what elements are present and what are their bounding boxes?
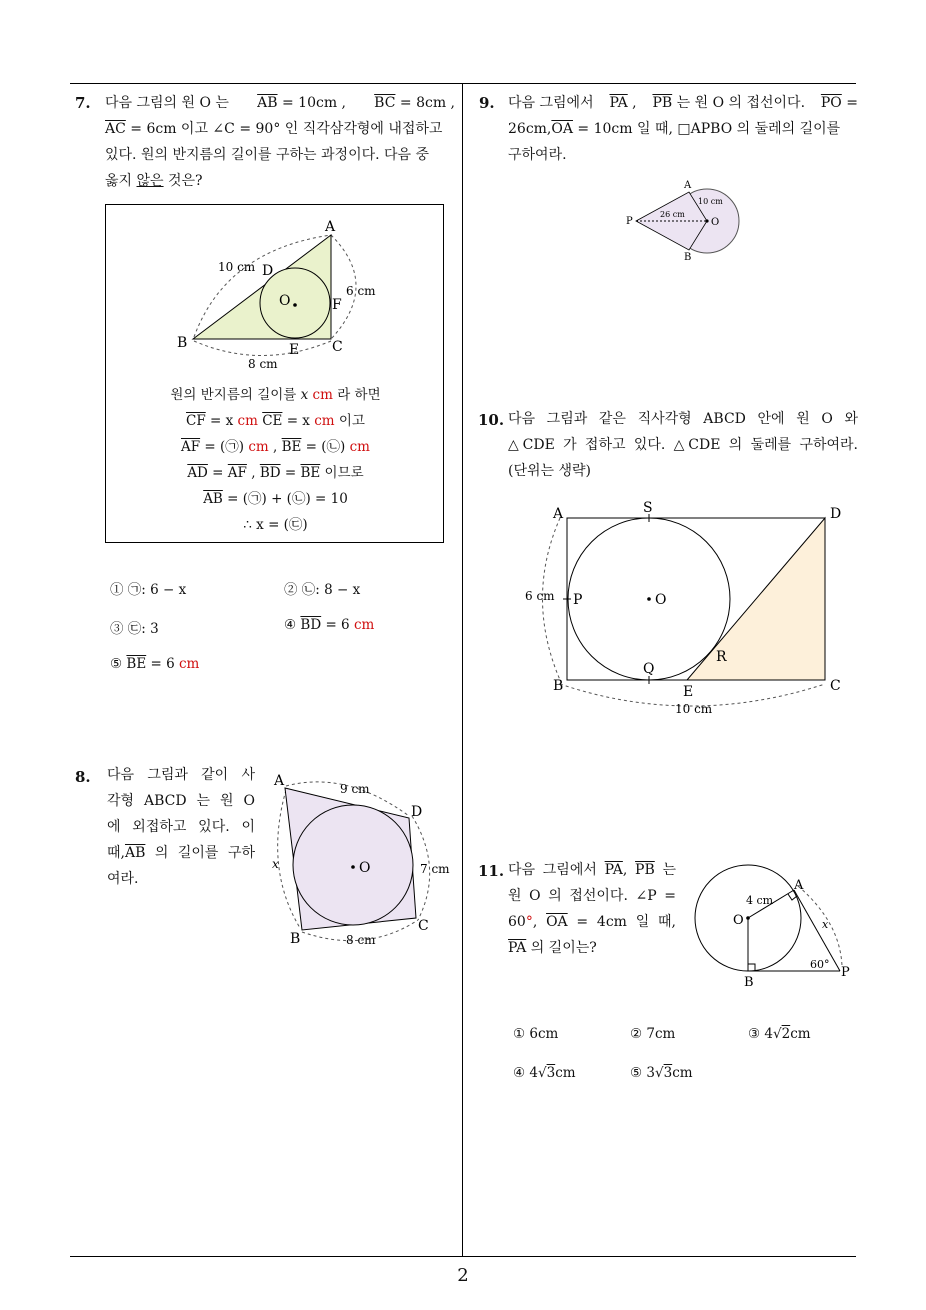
q8-label-x: x <box>272 857 279 871</box>
q11-angle-p: 60° <box>810 958 830 971</box>
q11-choice-3[interactable]: ③ 4√2cm <box>748 1026 811 1042</box>
q7-proof-line3: $\overline{AF}$ = (㉠) cm , $\overline{BE}$ = (㉡) cm <box>180 439 370 455</box>
q10-label-e: E <box>683 684 694 700</box>
q7-line2: $\overline{AC} = 6cm$ 이고 ∠C = 90° 인 직각삼각형에 내접하고 <box>105 121 443 137</box>
q9-line3: 구하여라. <box>508 147 567 163</box>
q11-figure <box>690 862 870 992</box>
q10-line1: 다음 그림과 같은 직사각형 ABCD 안에 원 O 와 <box>508 411 858 427</box>
q8-label-o: O <box>359 860 371 876</box>
q7-len-ab: 10 cm <box>218 260 256 274</box>
page-number: 2 <box>457 1265 469 1286</box>
q9-label-a: A <box>684 180 692 191</box>
q10-label-a: A <box>553 506 564 522</box>
q8-line3: 에 외접하고 있다. 이 <box>107 819 255 835</box>
q11-choice-2[interactable]: ② 7cm <box>630 1026 676 1042</box>
q9-label-p: P <box>626 216 633 227</box>
q11-choice-4[interactable]: ④ 4√3cm <box>513 1065 576 1081</box>
q7-label-c: C <box>332 339 343 355</box>
q11-len-oa: 4 cm <box>746 894 774 907</box>
q8-line1: 다음 그림과 같이 사 <box>107 767 255 783</box>
q7-label-e: E <box>289 342 300 358</box>
q11-label-p: P <box>841 965 850 980</box>
q10-label-r: R <box>716 649 727 665</box>
q10-number: 10. <box>478 411 505 429</box>
q10-line2: △CDE 가 접하고 있다. △CDE 의 둘레를 구하여라. <box>508 437 858 453</box>
q11-line4: $\overline{PA}$ 의 길이는? <box>508 940 597 956</box>
q7-center-dot <box>293 303 297 307</box>
q11-line3: 60°, $\overline{OA} = 4cm$ 일 때, <box>508 914 676 930</box>
q10-text <box>508 406 858 484</box>
bottom-rule <box>70 1256 856 1257</box>
q9-len-po: 26 cm <box>660 210 685 219</box>
column-divider <box>462 84 463 1256</box>
q8-len-ad: 9 cm <box>340 782 370 796</box>
q11-label-a: A <box>794 878 804 893</box>
q7-proof-line5: $\overline{AB}$ = (㉠) + (㉡) = 10 <box>203 491 348 507</box>
q8-text <box>107 762 255 892</box>
q10-label-d: D <box>830 506 842 522</box>
q9-center-dot <box>705 219 708 222</box>
q9-number: 9. <box>479 94 495 112</box>
q10-len-ab: 6 cm <box>525 589 555 603</box>
q7-figure-box <box>105 204 444 543</box>
q8-len-bc: 8 cm <box>346 933 376 947</box>
q7-proof-line2: $\overline{CF} = x$ cm $\overline{CE} = x$ cm 이고 <box>186 413 365 429</box>
q11-number: 11. <box>478 862 505 880</box>
q8-line2: 각형 ABCD 는 원 O <box>107 793 255 809</box>
q8-incircle <box>293 805 413 925</box>
q10-label-s: S <box>643 500 653 516</box>
q10-label-c: C <box>830 678 841 694</box>
q7-triangle-figure <box>106 205 445 385</box>
q7-len-bc: 8 cm <box>248 357 278 371</box>
q11-choice-5[interactable]: ⑤ 3√3cm <box>630 1065 693 1081</box>
q7-label-b: B <box>177 335 188 351</box>
q9-line2: $26cm,\overline{OA} = 10cm$ 일 때, □APBO 의 둘레의 길이를 <box>508 121 841 137</box>
q7-label-a: A <box>325 219 336 235</box>
q11-right-angle-b <box>748 964 755 971</box>
q7-label-d: D <box>262 263 274 279</box>
q11-label-b: B <box>744 975 754 990</box>
q11-label-x: x <box>822 918 829 931</box>
q7-label-f: F <box>332 297 342 313</box>
q10-len-bc: 10 cm <box>675 702 713 716</box>
q7-len-ac: 6 cm <box>346 284 376 298</box>
q7-proof-line6: ∴ x = (㉢) <box>243 517 308 533</box>
q11-line1: 다음 그림에서 $\overline{PA}$, $\overline{PB}$ 는 <box>508 862 677 878</box>
q9-len-oa: 10 cm <box>698 197 723 206</box>
q9-text <box>508 90 858 168</box>
q7-choice-2[interactable]: ② ㉡: 8 − x <box>284 582 361 598</box>
q11-center-dot <box>746 916 750 920</box>
q8-line5: 여라. <box>107 871 139 887</box>
q10-label-q: Q <box>643 661 655 677</box>
q9-label-b: B <box>684 252 692 263</box>
q8-line4: 때$,\overline{AB}$ 의 길이를 구하 <box>107 845 255 861</box>
q7-text <box>105 90 455 194</box>
q9-label-o: O <box>711 217 720 228</box>
q7-line4: 옳지 않은 것은? <box>105 173 203 189</box>
q7-choice-5[interactable]: ⑤ $\overline{BE} = 6$ cm <box>110 656 200 672</box>
q8-len-dc: 7 cm <box>420 862 450 876</box>
q8-label-c: C <box>418 918 429 934</box>
q8-label-b: B <box>290 931 301 947</box>
q7-choice-3[interactable]: ③ ㉢: 3 <box>110 621 159 637</box>
q7-line1: 다음 그림의 원 O 는 $\overline{AB} = 10cm$ , $\overline{BC} = 8cm$ , <box>105 95 455 111</box>
q7-proof-line1: 원의 반지름의 길이를 x cm 라 하면 <box>170 387 381 403</box>
q8-label-a: A <box>274 773 285 789</box>
q10-triangle-cde <box>687 518 825 680</box>
q9-figure <box>622 178 762 268</box>
q7-line3: 있다. 원의 반지름의 길이를 구하는 과정이다. 다음 중 <box>105 147 430 163</box>
q11-label-o: O <box>733 913 744 928</box>
q10-center-dot <box>647 597 651 601</box>
q7-label-o: O <box>279 293 291 309</box>
q7-dim-bc <box>194 341 331 356</box>
q7-choice-4[interactable]: ④ $\overline{BD} = 6$ cm <box>284 617 375 633</box>
q10-figure <box>520 498 860 718</box>
q10-label-b: B <box>553 678 564 694</box>
q11-text <box>508 857 676 961</box>
q8-label-d: D <box>411 804 423 820</box>
q8-center-dot <box>351 865 355 869</box>
q7-choice-1[interactable]: ① ㉠: 6 − x <box>110 582 187 598</box>
q10-label-o: O <box>655 592 667 608</box>
q8-quadrilateral-figure <box>266 768 456 948</box>
q11-dim-pa <box>798 886 842 966</box>
q7-proof-line4: $\overline{AD} = \overline{AF}$ , $\overline{BD} = \overline{BE}$ 이므로 <box>187 465 364 481</box>
top-rule <box>70 83 856 84</box>
q7-number: 7. <box>75 94 91 112</box>
q8-number: 8. <box>75 768 91 786</box>
q10-line3: (단위는 생략) <box>508 463 591 479</box>
q11-choice-1[interactable]: ① 6cm <box>513 1026 559 1042</box>
q10-label-p: P <box>573 592 583 608</box>
q9-line1: 다음 그림에서 $\overline{PA}$ , $\overline{PB}$ 는 원 O 의 접선이다. $\overline{PO}$ = <box>508 95 858 111</box>
q11-line2: 원 O 의 접선이다. ∠P = <box>508 888 676 904</box>
